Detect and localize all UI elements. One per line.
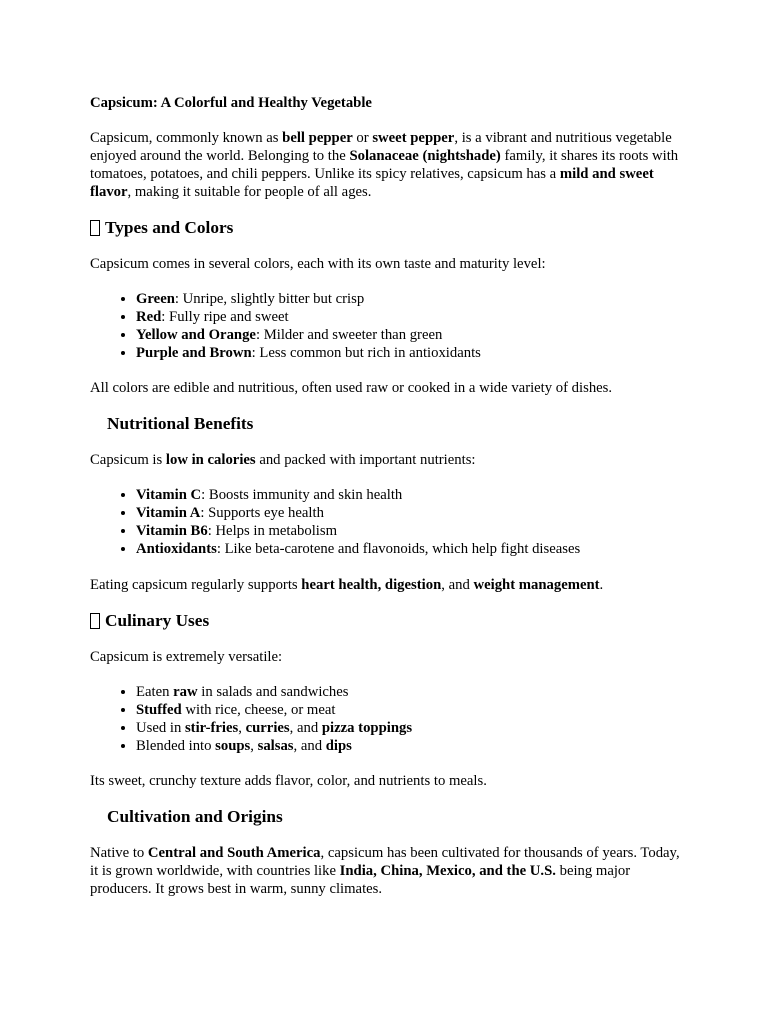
list-item xyxy=(136,308,690,326)
list-item-label: Vitamin B6 xyxy=(136,523,208,539)
intro-text-3: , is a vibrant and nutritious vegetable enjoyed around the world. Belonging to the xyxy=(90,130,672,164)
list-item-text: : Supports eye health xyxy=(200,505,324,521)
list-item xyxy=(136,719,690,737)
culinary-closing: Its sweet, crunchy texture adds flavor, color, and nutrients to meals. xyxy=(90,773,487,789)
heading-cultivation-text: Cultivation and Origins xyxy=(107,807,283,826)
list-item-label: Antioxidants xyxy=(136,541,217,557)
list-item-text: : Helps in metabolism xyxy=(207,523,338,539)
list-item xyxy=(136,701,690,719)
nutrition-closing-text-1: Eating capsicum regularly supports xyxy=(90,577,302,593)
heading-cultivation-and-origins xyxy=(90,806,690,828)
intro-text-4: family, it shares its roots with tomatoes, potatoes, and chili peppers. Unlike its spicy relatives, capsicum has a xyxy=(90,148,679,182)
list-item-bold: soups xyxy=(215,738,251,754)
list-item-label: Green xyxy=(136,291,175,307)
list-item-bold: pizza toppings xyxy=(321,720,413,736)
list-item-text: : Milder and sweeter than green xyxy=(255,327,443,343)
list-item-text: Eaten xyxy=(136,684,174,700)
heading-nutritional-benefits xyxy=(90,413,690,435)
list-item-bold: salsas xyxy=(257,738,294,754)
cultivation-text-1: Native to xyxy=(90,845,148,861)
nutrition-closing-bold-1: heart health, digestion xyxy=(301,577,442,593)
intro-bold-4: mild and sweet flavor xyxy=(90,166,654,200)
types-list xyxy=(90,290,690,362)
list-item-text: : Like beta-carotene and flavonoids, which help fight diseases xyxy=(216,541,581,557)
culinary-lead: Capsicum is extremely versatile: xyxy=(90,649,283,665)
list-item-text: , xyxy=(250,738,258,754)
heading-nutrition-text: Nutritional Benefits xyxy=(107,414,254,433)
intro-bold-3: Solanaceae (nightshade) xyxy=(349,148,501,164)
list-item-text: : Less common but rich in antioxidants xyxy=(251,345,481,361)
missing-glyph-icon xyxy=(90,220,100,236)
document-title: Capsicum: A Colorful and Healthy Vegetable xyxy=(90,95,372,111)
cultivation-bold-2: India, China, Mexico, and the U.S. xyxy=(339,863,556,879)
list-item xyxy=(136,344,690,362)
culinary-list xyxy=(90,683,690,755)
list-item-text: Blended into xyxy=(136,738,216,754)
heading-types-and-colors xyxy=(90,217,690,239)
nutrition-lead-bold: low in calories xyxy=(165,452,256,468)
list-item-bold: stir-fries xyxy=(184,720,239,736)
cultivation-bold-1: Central and South America xyxy=(147,845,321,861)
intro-text-5: , making it suitable for people of all ages. xyxy=(127,184,372,200)
cultivation-paragraph xyxy=(90,844,690,898)
heading-types-text: Types and Colors xyxy=(105,218,234,237)
cultivation-text-3: being major producers. It grows best in warm, sunny climates. xyxy=(90,863,631,897)
heading-culinary-uses xyxy=(90,610,690,632)
intro-bold-2: sweet pepper xyxy=(372,130,455,146)
list-item-label: Purple and Brown xyxy=(136,345,252,361)
list-item-text: , and xyxy=(289,720,322,736)
list-item-text: , and xyxy=(293,738,326,754)
cultivation-text-2: , capsicum has been cultivated for thousands of years. Today, it is grown worldwide, with countries like xyxy=(90,845,680,879)
nutrition-closing xyxy=(90,576,690,594)
nutrition-lead-text-1: Capsicum is xyxy=(90,452,166,468)
list-item-bold: Stuffed xyxy=(136,702,182,718)
intro-text-2: or xyxy=(352,130,373,146)
list-item xyxy=(136,540,690,558)
list-item xyxy=(136,737,690,755)
missing-glyph-icon xyxy=(90,613,100,629)
types-closing: All colors are edible and nutritious, often used raw or cooked in a wide variety of dishes. xyxy=(90,380,613,396)
intro-paragraph xyxy=(90,129,690,201)
intro-bold-1: bell pepper xyxy=(282,130,353,146)
nutrition-closing-text-3: . xyxy=(599,577,604,593)
list-item-text: Used in xyxy=(136,720,185,736)
list-item xyxy=(136,486,690,504)
list-item-text: with rice, cheese, or meat xyxy=(181,702,336,718)
list-item-text: : Boosts immunity and skin health xyxy=(201,487,403,503)
list-item-text: , xyxy=(238,720,246,736)
list-item-text: in salads and sandwiches xyxy=(197,684,349,700)
list-item-bold: dips xyxy=(325,738,352,754)
list-item-text: : Unripe, slightly bitter but crisp xyxy=(174,291,365,307)
nutrition-closing-text-2: , and xyxy=(441,577,474,593)
list-item-label: Red xyxy=(136,309,162,325)
nutrition-lead xyxy=(90,451,690,469)
heading-culinary-text: Culinary Uses xyxy=(105,611,210,630)
list-item-bold: raw xyxy=(173,684,198,700)
list-item xyxy=(136,290,690,308)
document-page xyxy=(90,94,690,898)
nutrition-closing-bold-2: weight management xyxy=(473,577,600,593)
list-item-label: Yellow and Orange xyxy=(136,327,256,343)
list-item-bold: curries xyxy=(245,720,290,736)
list-item xyxy=(136,326,690,344)
list-item-label: Vitamin A xyxy=(136,505,201,521)
list-item xyxy=(136,683,690,701)
types-lead: Capsicum comes in several colors, each with its own taste and maturity level: xyxy=(90,256,546,272)
list-item-text: : Fully ripe and sweet xyxy=(161,309,289,325)
list-item-label: Vitamin C xyxy=(136,487,202,503)
nutrition-lead-text-2: and packed with important nutrients: xyxy=(255,452,476,468)
intro-text-1: Capsicum, commonly known as xyxy=(90,130,283,146)
list-item xyxy=(136,504,690,522)
nutrition-list xyxy=(90,486,690,558)
list-item xyxy=(136,522,690,540)
